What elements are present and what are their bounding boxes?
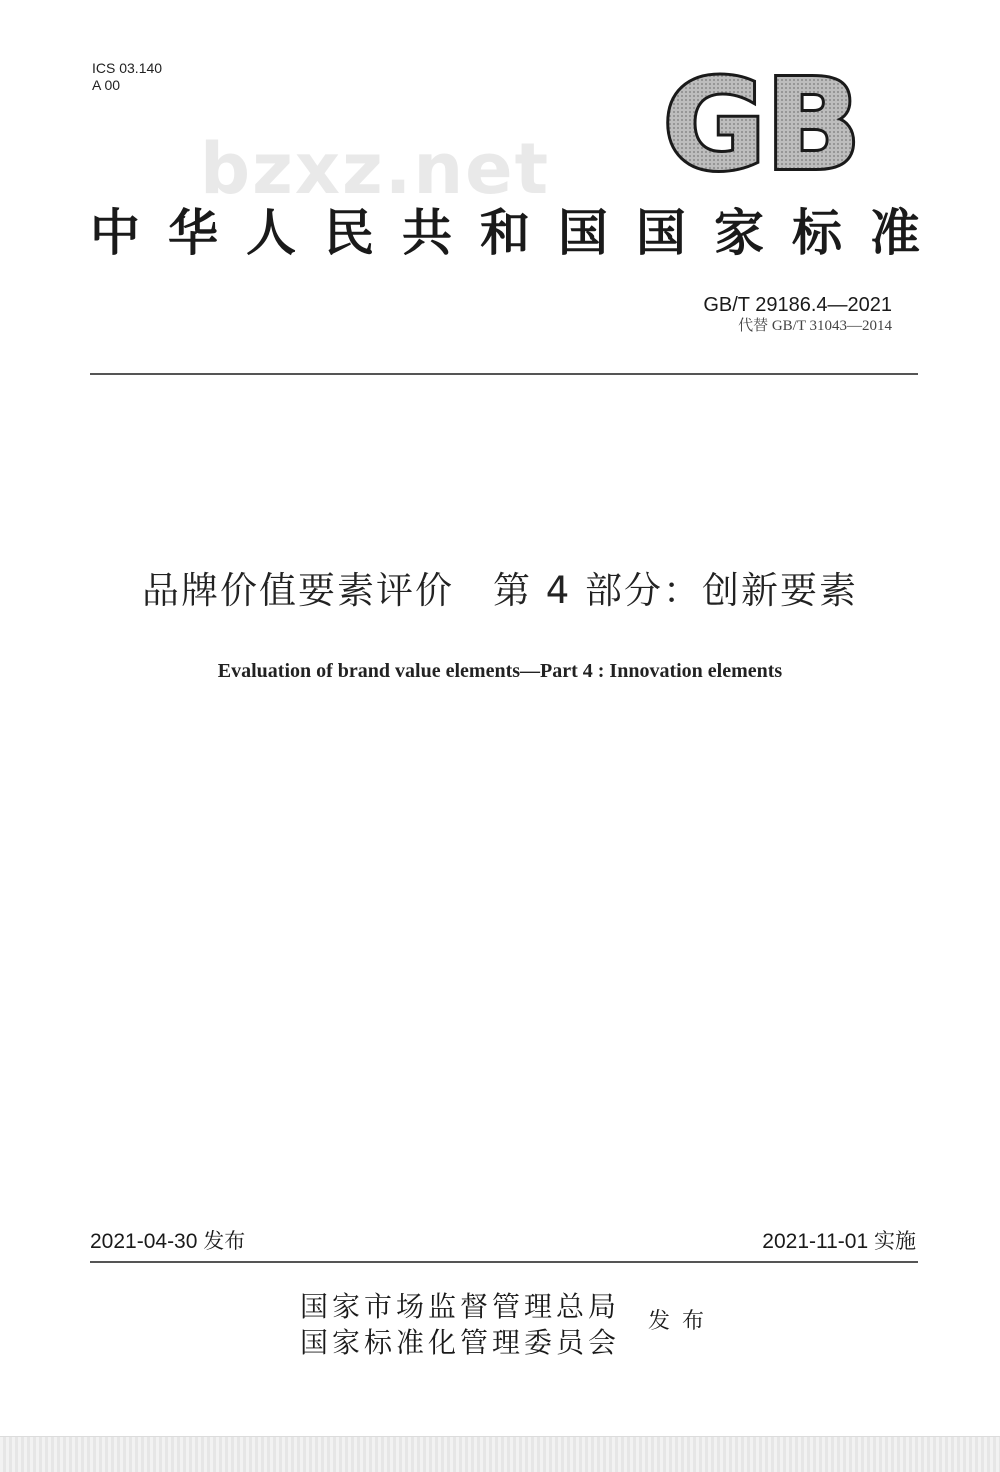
standard-title-char: 民 (324, 203, 374, 262)
ics-code: ICS 03.140 (92, 60, 163, 76)
standard-title-char: 国 (558, 203, 608, 262)
standard-title-char: 华 (168, 203, 218, 262)
publish-label: 发布 (648, 1309, 717, 1334)
standard-number: GB/T 29186.4—2021 (703, 294, 892, 316)
standard-title-char: 标 (792, 203, 842, 262)
standard-category-title (90, 198, 920, 268)
ccs-code: A 00 (92, 77, 121, 93)
english-title: Evaluation of brand value elements—Part 4 : Innovation elements (217, 660, 783, 682)
chinese-title: 品牌价值要素评价 第 4 部分：创新要素 (141, 569, 859, 612)
page-edge-strip (0, 1436, 1000, 1472)
standard-title-char: 中 (90, 203, 140, 262)
standard-title-char: 家 (714, 203, 764, 262)
standard-title-char: 人 (246, 203, 296, 262)
issuer-sac: 国家标准化管理委员会 (300, 1326, 621, 1359)
standard-title-char: 国 (636, 203, 686, 262)
issue-date: 2021-04-30 发布 (90, 1230, 246, 1253)
standard-number-block (703, 293, 892, 335)
gb-logo-text: GB (663, 70, 861, 180)
replaced-standard: 代替 GB/T 31043—2014 (738, 318, 892, 334)
issuer-samr: 国家市场监督管理总局 (300, 1290, 621, 1323)
ics-classification (92, 60, 162, 94)
watermark: bzxz.net (200, 128, 551, 210)
footer-divider (90, 1261, 918, 1263)
issuing-authorities (300, 1289, 620, 1361)
standard-title-char: 和 (480, 203, 530, 262)
implementation-date: 2021-11-01 实施 (762, 1230, 916, 1253)
gb-logo (660, 70, 865, 180)
standard-title-char: 准 (870, 203, 920, 262)
header-divider (90, 373, 918, 375)
standard-title-char: 共 (402, 203, 452, 262)
